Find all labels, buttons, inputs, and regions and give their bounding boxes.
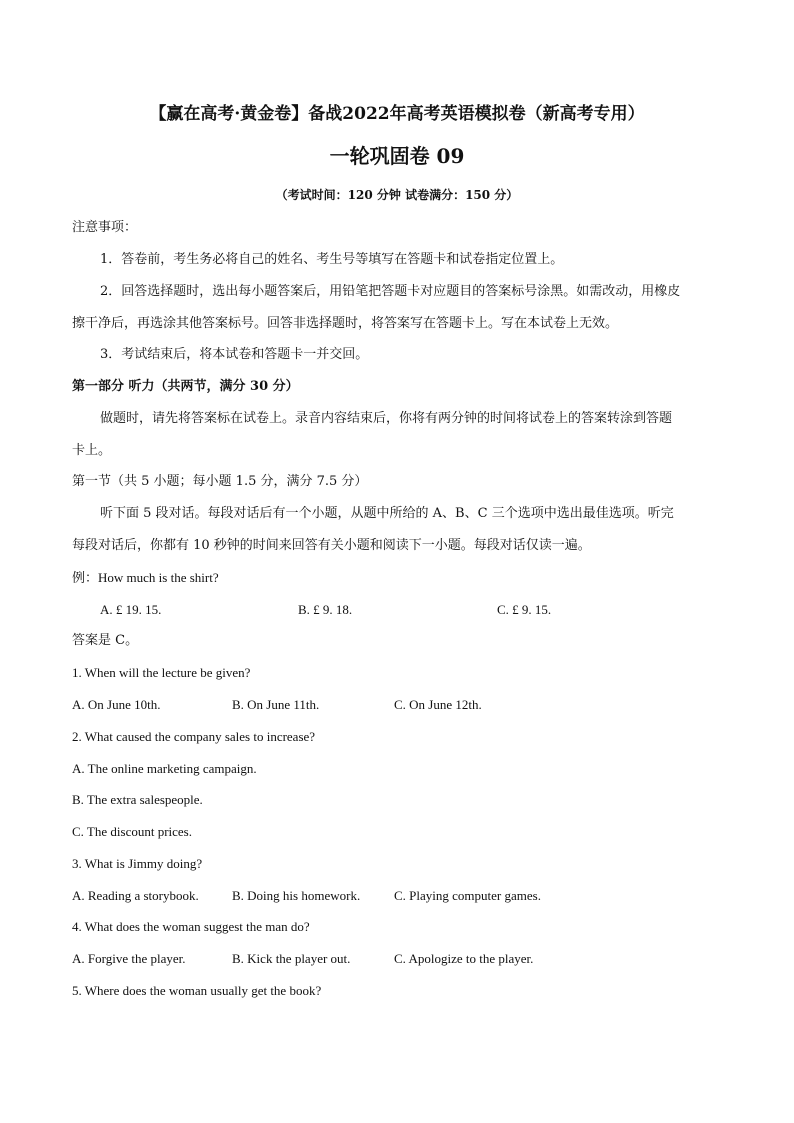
- question-1-option-c: C. On June 12th.: [394, 697, 482, 712]
- example-answer: 答案是 C。: [72, 633, 139, 648]
- question-3-option-a: A. Reading a storybook.: [72, 888, 199, 903]
- notice-item-2-line-2: 擦干净后，再选涂其他答案标号。回答非选择题时，将答案写在答题卡上。写在本试卷上无效。: [72, 316, 619, 331]
- exam-title: 【赢在高考·黄金卷】备战2022年高考英语模拟卷（新高考专用）: [149, 104, 645, 124]
- notice-item-1-text: 1．答卷前，考生务必将自己的姓名、考生号等填写在答题卡和试卷指定位置上。: [100, 252, 564, 267]
- question-4-option-c: C. Apologize to the player.: [394, 951, 534, 966]
- question-2-option-a: A. The online marketing campaign.: [72, 761, 257, 776]
- question-2-option-c: C. The discount prices.: [72, 824, 192, 839]
- example-question-text: How much is the shirt?: [98, 570, 219, 585]
- notice-item-1: [100, 252, 563, 268]
- notice-label: 注意事项：: [72, 220, 138, 235]
- section1-heading: 第一节（共 5 小题；每小题 1.5 分，满分 7.5 分）: [72, 474, 368, 489]
- notice-item-2-line-1: 2．回答选择题时，选出每小题答案后，用铅笔把答题卡对应题目的答案标号涂黑。如需改动，用橡皮: [100, 284, 681, 299]
- question-4-option-b: B. Kick the player out.: [232, 951, 351, 966]
- example-question: [72, 570, 219, 587]
- question-5-stem: 5. Where does the woman usually get the book?: [72, 983, 322, 998]
- example-option-c: C. £ 9. 15.: [497, 602, 552, 617]
- question-2-stem: 2. What caused the company sales to increase?: [72, 729, 316, 744]
- exam-subtitle: 一轮巩固卷 09: [329, 144, 465, 168]
- question-1-stem: 1. When will the lecture be given?: [72, 665, 251, 680]
- example-label: 例：: [72, 571, 99, 586]
- question-4-option-a: A. Forgive the player.: [72, 951, 186, 966]
- notice-item-3: 3．考试结束后，将本试卷和答题卡一并交回。: [100, 347, 369, 362]
- example-option-b: B. £ 9. 18.: [298, 602, 353, 617]
- question-1-option-b: B. On June 11th.: [232, 697, 320, 712]
- section1-intro-line-2: 每段对话后，你都有 10 秒钟的时间来回答有关小题和阅读下一小题。每段对话仅读一遍。: [72, 538, 591, 553]
- question-3-option-b: B. Doing his homework.: [232, 888, 361, 903]
- question-1-option-a: A. On June 10th.: [72, 697, 161, 712]
- part1-intro-line-2: 卡上。: [72, 443, 112, 458]
- example-option-a: A. £ 19. 15.: [100, 602, 162, 617]
- question-3-option-c: C. Playing computer games.: [394, 888, 541, 903]
- question-3-stem: 3. What is Jimmy doing?: [72, 856, 203, 871]
- section1-intro-line-1: 听下面 5 段对话。每段对话后有一个小题，从题中所给的 A、B、C 三个选项中选出最佳选项。听完: [100, 506, 674, 521]
- part1-heading: 第一部分 听力（共两节，满分 30 分）: [72, 379, 299, 394]
- exam-time-info: （考试时间：120 分钟 试卷满分：150 分）: [275, 188, 519, 202]
- question-4-stem: 4. What does the woman suggest the man do?: [72, 919, 310, 934]
- part1-intro-line-1: 做题时，请先将答案标在试卷上。录音内容结束后，你将有两分钟的时间将试卷上的答案转涂到答题: [100, 411, 673, 426]
- question-2-option-b: B. The extra salespeople.: [72, 792, 203, 807]
